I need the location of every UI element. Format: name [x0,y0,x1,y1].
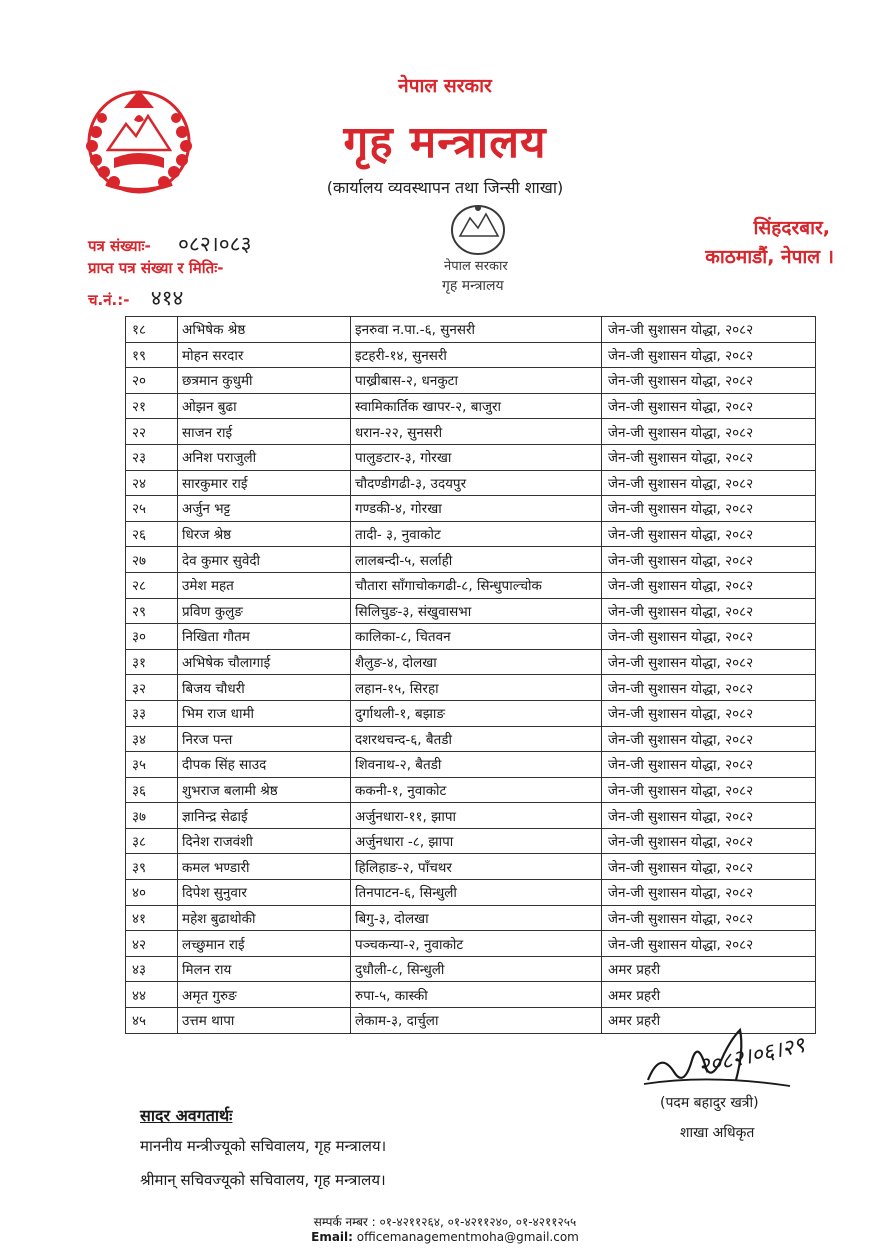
name-cell: कमल भण्डारी [178,854,351,880]
title-cell: जेन-जी सुशासन योद्धा, २०८२ [602,572,816,598]
title-cell: जेन-जी सुशासन योद्धा, २०८२ [602,368,816,394]
table-row [126,470,816,496]
table-row [126,854,816,880]
name-cell: उत्तम थापा [178,1008,351,1034]
footer-email [0,1230,890,1244]
title-cell: जेन-जी सुशासन योद्धा, २०८२ [602,700,816,726]
title-cell: जेन-जी सुशासन योद्धा, २०८२ [602,470,816,496]
serial-number-cell: २७ [126,547,178,573]
address-cell: इटहरी-१४, सुनसरी [351,342,602,368]
serial-number-cell: ३९ [126,854,178,880]
address-cell: लालबन्दी-५, सर्लाही [351,547,602,573]
serial-number-cell: ३३ [126,700,178,726]
title-cell: जेन-जी सुशासन योद्धा, २०८२ [602,803,816,829]
serial-number-cell: २८ [126,572,178,598]
title-cell: जेन-जी सुशासन योद्धा, २०८२ [602,342,816,368]
serial-number-cell: ४५ [126,1008,178,1034]
address-cell: स्वामिकार्तिक खापर-२, बाजुरा [351,393,602,419]
title-cell: जेन-जी सुशासन योद्धा, २०८२ [602,931,816,957]
ministry-name: गृह मन्त्रालय [343,117,547,168]
table-row [126,956,816,982]
name-cell: देव कुमार सुवेदी [178,547,351,573]
table-row [126,444,816,470]
serial-number-cell: २९ [126,598,178,624]
name-cell: अनिश पराजुली [178,444,351,470]
serial-number-cell: ४० [126,880,178,906]
address-cell: कालिका-८, चितवन [351,624,602,650]
dispatch-number [88,284,183,312]
dispatch-label: च.नं.:- [88,291,130,309]
address-cell: गण्डकी-४, गोरखा [351,496,602,522]
serial-number-cell: ४१ [126,905,178,931]
address-cell: हिलिहाङ-२, पाँचथर [351,854,602,880]
signature-date: २०८२।०६।२९ [696,1032,808,1080]
footer-phone: सम्पर्क नम्बर : ०१-४२११२६४, ०१-४२११२४०, ०१-४२११२५५ [313,1215,577,1229]
address-cell: बिगु-३, दोलखा [351,905,602,931]
title-cell: जेन-जी सुशासन योद्धा, २०८२ [602,419,816,445]
title-cell: जेन-जी सुशासन योद्धा, २०८२ [602,828,816,854]
address-cell: पालुङटार-३, गोरखा [351,444,602,470]
table-row [126,521,816,547]
reference-label: पत्र संख्याः- [88,237,151,255]
name-cell: अभिषेक चौलागाई [178,649,351,675]
branch-name: (कार्यालय व्यवस्थापन तथा जिन्सी शाखा) [326,178,564,197]
title-cell: जेन-जी सुशासन योद्धा, २०८२ [602,624,816,650]
name-cell: सारकुमार राई [178,470,351,496]
title-cell: जेन-जी सुशासन योद्धा, २०८२ [602,496,816,522]
address-cell: दुधौली-८, सिन्धुली [351,956,602,982]
table-row [126,598,816,624]
table-row [126,700,816,726]
dispatch-value: ४१४ [150,286,184,310]
title-cell: जेन-जी सुशासन योद्धा, २०८२ [602,880,816,906]
serial-number-cell: ३१ [126,649,178,675]
name-cell: दीपक सिंह साउद [178,752,351,778]
table-row [126,342,816,368]
serial-number-cell: ३७ [126,803,178,829]
title-cell: जेन-जी सुशासन योद्धा, २०८२ [602,726,816,752]
serial-number-cell: २६ [126,521,178,547]
distribution-line: श्रीमान् सचिवज्यूको सचिवालय, गृह मन्त्रालय। [140,1171,386,1189]
received-letter-label: प्राप्त पत्र संख्या र मितिः- [88,259,224,277]
serial-number-cell: २० [126,368,178,394]
title-cell: जेन-जी सुशासन योद्धा, २०८२ [602,598,816,624]
serial-number-cell: २१ [126,393,178,419]
table-row [126,803,816,829]
name-cell: ज्ञानिन्द्र सेढाई [178,803,351,829]
name-cell: बिजय चौधरी [178,675,351,701]
title-cell: अमर प्रहरी [602,956,816,982]
address-line-1: सिंहदरबार, [753,217,830,239]
title-cell: जेन-जी सुशासन योद्धा, २०८२ [602,777,816,803]
title-cell: जेन-जी सुशासन योद्धा, २०८२ [602,317,816,343]
title-cell: जेन-जी सुशासन योद्धा, २०८२ [602,854,816,880]
address-cell: शिवनाथ-२, बैतडी [351,752,602,778]
name-cell: छत्रमान कुधुमी [178,368,351,394]
address-cell: धरान-२२, सुनसरी [351,419,602,445]
name-cell: भिम राज धामी [178,700,351,726]
officer-name: (पदम बहादुर खत्री) [660,1095,759,1111]
name-cell: दिपेश सुनुवार [178,880,351,906]
title-cell: जेन-जी सुशासन योद्धा, २०८२ [602,649,816,675]
email-label: Email: [311,1230,353,1244]
title-cell: जेन-जी सुशासन योद्धा, २०८२ [602,752,816,778]
name-cell: निखिता गौतम [178,624,351,650]
serial-number-cell: २२ [126,419,178,445]
table-row [126,982,816,1008]
name-cell: अभिषेक श्रेष्ठ [178,317,351,343]
table-row [126,649,816,675]
address-cell: पञ्चकन्या-२, नुवाकोट [351,931,602,957]
address-cell: दशरथचन्द-६, बैतडी [351,726,602,752]
records-table [125,316,816,1034]
table-row [126,624,816,650]
name-cell: ओझन बुढा [178,393,351,419]
title-cell: जेन-जी सुशासन योद्धा, २०८२ [602,521,816,547]
name-cell: धिरज श्रेष्ठ [178,521,351,547]
address-line-2: काठमाडौं, नेपाल । [705,246,834,268]
address-cell: लेकाम-३, दार्चुला [351,1008,602,1034]
distribution-heading: सादर अवगतार्थः [140,1106,233,1125]
office-stamp-icon [436,196,540,296]
name-cell: महेश बुढाथोकी [178,905,351,931]
officer-title: शाखा अधिकृत [680,1125,755,1141]
serial-number-cell: ३२ [126,675,178,701]
serial-number-cell: ४४ [126,982,178,1008]
address-cell: पाख्रीबास-२, धनकुटा [351,368,602,394]
name-cell: अर्जुन भट्ट [178,496,351,522]
name-cell: प्रविण कुलुङ [178,598,351,624]
name-cell: मिलन राय [178,956,351,982]
serial-number-cell: २५ [126,496,178,522]
reference-value: ०८२।०८३ [178,232,252,256]
title-cell: अमर प्रहरी [602,1008,816,1034]
table-row [126,496,816,522]
table-row [126,726,816,752]
address-cell: रुपा-५, कास्की [351,982,602,1008]
table-row [126,675,816,701]
handwritten-signature [640,1010,830,1102]
title-cell: अमर प्रहरी [602,982,816,1008]
serial-number-cell: ३६ [126,777,178,803]
name-cell: साजन राई [178,419,351,445]
address-cell: अर्जुनधारा-११, झापा [351,803,602,829]
serial-number-cell: २४ [126,470,178,496]
table-row [126,572,816,598]
address-cell: लहान-१५, सिरहा [351,675,602,701]
title-cell: जेन-जी सुशासन योद्धा, २०८२ [602,444,816,470]
stamp-text-top: नेपाल सरकार [444,259,508,274]
title-cell: जेन-जी सुशासन योद्धा, २०८२ [602,675,816,701]
serial-number-cell: ३८ [126,828,178,854]
table-row [126,828,816,854]
name-cell: निरज पन्त [178,726,351,752]
records-body [126,317,816,1034]
address-cell: तिनपाटन-६, सिन्धुली [351,880,602,906]
title-cell: जेन-जी सुशासन योद्धा, २०८२ [602,393,816,419]
name-cell: उमेश महत [178,572,351,598]
table-row [126,368,816,394]
address-cell: दुर्गाथली-१, बझाङ [351,700,602,726]
title-cell: जेन-जी सुशासन योद्धा, २०८२ [602,905,816,931]
address-cell: चौदण्डीगढी-३, उदयपुर [351,470,602,496]
address-cell: तादी- ३, नुवाकोट [351,521,602,547]
name-cell: मोहन सरदार [178,342,351,368]
table-row [126,931,816,957]
serial-number-cell: २३ [126,444,178,470]
serial-number-cell: ३५ [126,752,178,778]
serial-number-cell: ३४ [126,726,178,752]
address-cell: ककनी-१, नुवाकोट [351,777,602,803]
email-address: officemanagementmoha@gmail.com [356,1230,579,1244]
title-cell: जेन-जी सुशासन योद्धा, २०८२ [602,547,816,573]
table-row [126,419,816,445]
government-name: नेपाल सरकार [398,75,492,97]
name-cell: अमृत गुरुङ [178,982,351,1008]
name-cell: शुभराज बलामी श्रेष्ठ [178,777,351,803]
address-cell: इनरुवा न.पा.-६, सुनसरी [351,317,602,343]
serial-number-cell: १९ [126,342,178,368]
serial-number-cell: ४२ [126,931,178,957]
distribution-line: माननीय मन्त्रीज्यूको सचिवालय, गृह मन्त्रालय। [140,1137,387,1155]
serial-number-cell: १८ [126,317,178,343]
address-cell: सिलिचुङ-३, संखुवासभा [351,598,602,624]
table-row [126,752,816,778]
address-cell: चौतारा साँगाचोकगढी-८, सिन्धुपाल्चोक [351,572,602,598]
serial-number-cell: ३० [126,624,178,650]
table-row [126,905,816,931]
serial-number-cell: ४३ [126,956,178,982]
table-row [126,777,816,803]
table-row [126,880,816,906]
table-row [126,317,816,343]
table-row [126,547,816,573]
table-row [126,393,816,419]
reference-number [88,230,252,258]
stamp-text-bottom: गृह मन्त्रालय [442,278,504,294]
name-cell: दिनेश राजवंशी [178,828,351,854]
address-cell: अर्जुनधारा -८, झापा [351,828,602,854]
address-cell: शैलुङ-४, दोलखा [351,649,602,675]
name-cell: लच्छुमान राई [178,931,351,957]
